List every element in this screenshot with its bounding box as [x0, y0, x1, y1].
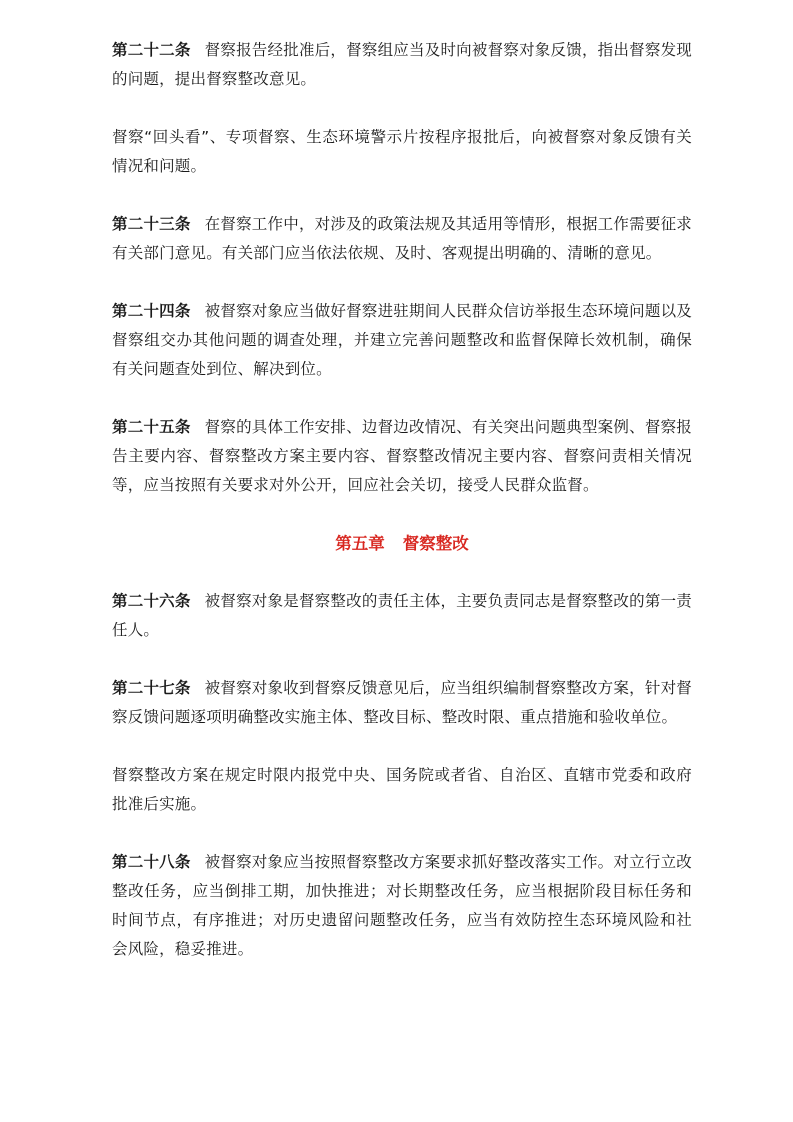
article-26 [112, 587, 692, 645]
article-27-paragraph-2 [112, 761, 692, 819]
article-number: 第二十四条 [112, 302, 191, 320]
chapter-title: 督察整改 [402, 534, 469, 553]
article-23 [112, 210, 692, 268]
article-number: 第二十七条 [112, 679, 191, 697]
article-28 [112, 848, 692, 964]
article-number: 第二十五条 [112, 418, 191, 436]
document-page [112, 36, 692, 964]
article-text: 被督察对象应当按照督察整改方案要求抓好整改落实工作。对立行立改整改任务，应当倒排工期，加快推进；对长期整改任务，应当根据阶段目标任务和时间节点，有序推进；对历史遗留问题整改任务，应当有效防控生态环境风险和社会风险，稳妥推进。 [112, 853, 692, 958]
article-number: 第二十三条 [112, 215, 191, 233]
article-number: 第二十二条 [112, 41, 191, 59]
chapter-number: 第五章 [335, 534, 385, 553]
article-text: 督察整改方案在规定时限内报党中央、国务院或者省、自治区、直辖市党委和政府批准后实施。 [112, 766, 692, 813]
article-22 [112, 36, 692, 94]
article-number: 第二十六条 [112, 592, 191, 610]
article-27 [112, 674, 692, 732]
article-text: 被督察对象收到督察反馈意见后，应当组织编制督察整改方案，针对督察反馈问题逐项明确整改实施主体、整改目标、整改时限、重点措施和验收单位。 [112, 679, 692, 726]
chapter-heading [112, 529, 692, 558]
article-number: 第二十八条 [112, 853, 191, 871]
article-text: 被督察对象应当做好督察进驻期间人民群众信访举报生态环境问题以及督察组交办其他问题的调查处理，并建立完善问题整改和监督保障长效机制，确保有关问题查处到位、解决到位。 [112, 302, 692, 378]
article-text: 被督察对象是督察整改的责任主体，主要负责同志是督察整改的第一责任人。 [112, 592, 692, 639]
article-25 [112, 413, 692, 500]
article-24 [112, 297, 692, 384]
article-22-paragraph-2 [112, 123, 692, 181]
article-text: 督察“回头看”、专项督察、生态环境警示片按程序报批后，向被督察对象反馈有关情况和问题。 [112, 128, 692, 175]
article-text: 督察报告经批准后，督察组应当及时向被督察对象反馈，指出督察发现的问题，提出督察整改意见。 [112, 41, 692, 88]
article-text: 在督察工作中，对涉及的政策法规及其适用等情形，根据工作需要征求有关部门意见。有关部门应当依法依规、及时、客观提出明确的、清晰的意见。 [112, 215, 692, 262]
article-text: 督察的具体工作安排、边督边改情况、有关突出问题典型案例、督察报告主要内容、督察整改方案主要内容、督察整改情况主要内容、督察问责相关情况等，应当按照有关要求对外公开，回应社会关切，接受人民群众监督。 [112, 418, 692, 494]
